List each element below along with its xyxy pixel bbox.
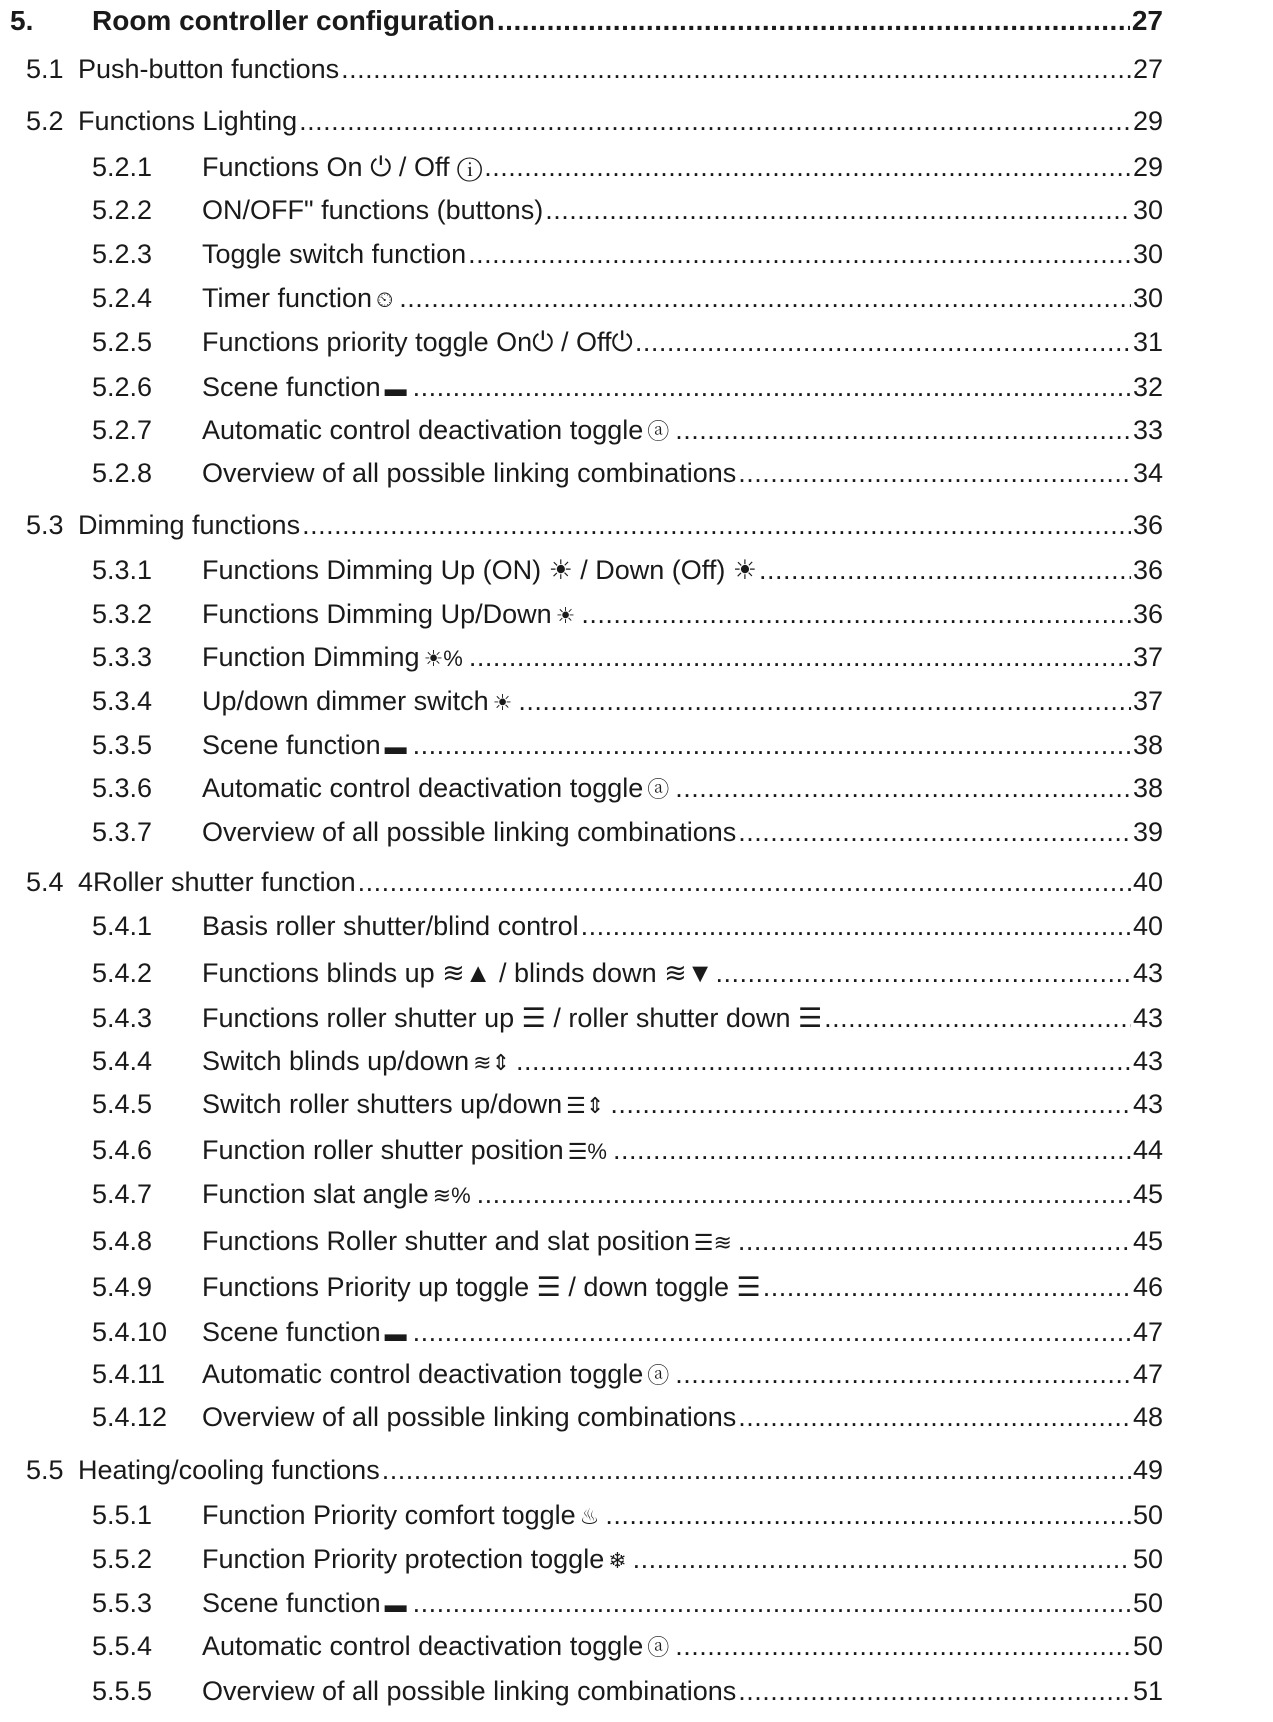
toc-entry[interactable] xyxy=(0,597,1163,633)
toc-entry-page-number: 49 xyxy=(1132,1455,1163,1485)
toc-entry-title xyxy=(78,1453,380,1487)
toc-entry[interactable] xyxy=(0,193,1163,227)
toc-entry-title-text: Scene function xyxy=(202,372,381,402)
toc-entry-number: 5.5.3 xyxy=(92,1588,153,1618)
toc-entry-title-text: Functions roller shutter up ☰ / roller shutter down ☰ xyxy=(202,1003,823,1033)
toc-entry-page-number: 47 xyxy=(1132,1359,1163,1389)
function-icon: ▬ xyxy=(384,1592,407,1617)
toc-entry[interactable] xyxy=(0,1270,1163,1304)
toc-entry-number: 5.3.4 xyxy=(92,686,153,716)
toc-entry-number: 5.4.3 xyxy=(92,1003,153,1033)
dot-leader xyxy=(413,728,1131,762)
toc-entry-title xyxy=(202,1498,603,1534)
toc-entry-number: 5.4.8 xyxy=(92,1226,153,1256)
toc-entry-number: 5.2.5 xyxy=(92,327,153,357)
toc-entry-number: 5.4.1 xyxy=(92,911,153,941)
toc-entry[interactable] xyxy=(0,1044,1163,1080)
toc-entry-page-number: 37 xyxy=(1132,686,1163,716)
toc-entry-title-text: Functions Lighting xyxy=(78,106,298,136)
toc-entry[interactable] xyxy=(0,771,1163,807)
toc-entry[interactable] xyxy=(0,728,1163,764)
toc-entry-title xyxy=(202,1629,673,1665)
dot-leader xyxy=(610,1087,1131,1121)
toc-entry-title-text: Function roller shutter position xyxy=(202,1135,564,1165)
toc-entry-title xyxy=(202,193,543,227)
toc-entry-page-number: 51 xyxy=(1132,1676,1163,1706)
toc-entry-number: 5.3.1 xyxy=(92,555,153,585)
toc-entry-page-number: 43 xyxy=(1132,958,1163,988)
toc-entry-page-number: 50 xyxy=(1132,1588,1163,1618)
toc-entry-title xyxy=(92,4,495,38)
toc-entry-title xyxy=(202,1133,611,1169)
toc-entry-title xyxy=(202,909,579,943)
toc-entry-title xyxy=(202,1542,631,1578)
toc-entry-title xyxy=(202,956,713,990)
toc-entry[interactable] xyxy=(0,684,1163,720)
toc-entry-title-text: Scene function xyxy=(202,1588,381,1618)
toc-entry-page-number: 50 xyxy=(1132,1500,1163,1530)
toc-entry-title xyxy=(202,325,633,359)
toc-entry[interactable] xyxy=(0,281,1163,317)
dot-leader xyxy=(675,771,1131,805)
toc-entry-page-number: 31 xyxy=(1132,327,1163,357)
toc-entry[interactable] xyxy=(0,150,1163,184)
toc-entry-title xyxy=(202,1177,475,1213)
dot-leader xyxy=(605,1498,1131,1532)
function-icon: ⓐ xyxy=(647,1635,670,1660)
toc-entry-page-number: 48 xyxy=(1132,1402,1163,1432)
toc-entry-title-text: Automatic control deactivation toggle xyxy=(202,773,644,803)
toc-entry[interactable] xyxy=(0,1400,1163,1434)
toc-entry-title xyxy=(202,553,757,587)
function-icon: ☀ xyxy=(555,603,576,628)
toc-entry-number: 5.5.2 xyxy=(92,1544,153,1574)
toc-entry-number: 5.5.1 xyxy=(92,1500,153,1530)
toc-entry-page-number: 43 xyxy=(1132,1003,1163,1033)
toc-entry-title-text: Room controller configuration xyxy=(92,5,495,36)
toc-entry-title xyxy=(202,150,482,184)
toc-entry-number: 5.3.2 xyxy=(92,599,153,629)
dot-leader xyxy=(738,1224,1131,1258)
toc-entry-number: 5.2.2 xyxy=(92,195,153,225)
toc-entry-page-number: 50 xyxy=(1132,1544,1163,1574)
toc-entry-number: 5.4 xyxy=(26,867,64,897)
toc-entry-title-text: Dimming functions xyxy=(78,510,301,540)
toc-entry-title-text: Automatic control deactivation toggle xyxy=(202,1359,644,1389)
toc-entry-number: 5.2.6 xyxy=(92,372,153,402)
toc-entry-title xyxy=(202,1357,673,1393)
toc-entry-page-number: 29 xyxy=(1132,106,1163,136)
toc-entry-page-number: 44 xyxy=(1132,1135,1163,1165)
toc-entry[interactable] xyxy=(0,1674,1163,1708)
toc-entry-title xyxy=(202,1674,736,1708)
toc-entry[interactable] xyxy=(0,237,1163,271)
toc-entry-number: 5.2.7 xyxy=(92,415,153,445)
toc-entry[interactable] xyxy=(0,52,1163,86)
toc-entry-page-number: 38 xyxy=(1132,730,1163,760)
function-icon: ⏲ xyxy=(376,287,394,312)
toc-entry-number: 5.3.7 xyxy=(92,817,153,847)
toc-entry[interactable] xyxy=(0,1315,1163,1351)
toc-entry-page-number: 43 xyxy=(1132,1089,1163,1119)
toc-entry-title-text: Function Priority comfort toggle xyxy=(202,1500,576,1530)
toc-entry-page-number: 40 xyxy=(1132,867,1163,897)
function-icon: ⓐ xyxy=(647,777,670,802)
toc-entry[interactable] xyxy=(0,553,1163,587)
toc-entry-title xyxy=(78,104,297,138)
toc-entry[interactable] xyxy=(0,1453,1163,1487)
toc-entry[interactable] xyxy=(0,1001,1163,1035)
toc-entry-page-number: 30 xyxy=(1132,195,1163,225)
dot-leader xyxy=(302,508,1131,542)
toc-entry-title-text: ON/OFF" functions (buttons) xyxy=(202,195,544,225)
toc-entry-number: 5.5.4 xyxy=(92,1631,153,1661)
function-icon: ⓐ xyxy=(647,1363,670,1388)
toc-entry-number: 5.2.1 xyxy=(92,152,153,182)
toc-entry-title xyxy=(202,413,673,449)
toc-entry[interactable] xyxy=(0,104,1163,138)
toc-entry[interactable] xyxy=(0,815,1163,849)
toc-entry[interactable] xyxy=(0,508,1163,542)
function-icon: ☀ xyxy=(492,690,513,715)
function-icon: ❄ xyxy=(608,1548,627,1573)
toc-entry[interactable] xyxy=(0,1586,1163,1622)
dot-leader xyxy=(497,4,1130,38)
toc-entry-title-text: Scene function xyxy=(202,730,381,760)
toc-entry-title-text: Switch blinds up/down xyxy=(202,1046,470,1076)
toc-entry[interactable] xyxy=(0,370,1163,406)
dot-leader xyxy=(675,1629,1131,1663)
dot-leader xyxy=(477,1177,1131,1211)
toc-entry-title-text: Overview of all possible linking combinations xyxy=(202,458,737,488)
toc-entry-title-text: Overview of all possible linking combinations xyxy=(202,817,737,847)
dot-leader xyxy=(633,1542,1131,1576)
toc-entry-title xyxy=(202,684,516,720)
toc-entry-title xyxy=(202,597,579,633)
dot-leader xyxy=(824,1001,1131,1035)
dot-leader xyxy=(715,956,1131,990)
toc-entry-number: 5.3 xyxy=(26,510,64,540)
dot-leader xyxy=(738,1674,1131,1708)
toc-entry-title-text: Functions Roller shutter and slat position xyxy=(202,1226,690,1256)
function-icon: ▬ xyxy=(384,1321,407,1346)
toc-entry-title xyxy=(202,1400,736,1434)
dot-leader xyxy=(675,413,1131,447)
toc-entry-page-number: 36 xyxy=(1132,555,1163,585)
toc-entry[interactable] xyxy=(0,325,1163,359)
toc-entry-title-text: Functions Dimming Up/Down xyxy=(202,599,552,629)
toc-entry[interactable] xyxy=(0,4,1163,38)
function-icon: ♨ xyxy=(579,1504,600,1529)
function-icon: ≋⇕ xyxy=(473,1050,511,1075)
toc-entry-title-text: Functions priority toggle On⏻ / Off⏻ xyxy=(202,327,633,357)
toc-entry[interactable] xyxy=(0,413,1163,449)
toc-entry-page-number: 45 xyxy=(1132,1179,1163,1209)
toc-entry-number: 5.4.10 xyxy=(92,1317,168,1347)
toc-entry-number: 5.3.5 xyxy=(92,730,153,760)
toc-entry-title-text: Function Priority protection toggle xyxy=(202,1544,605,1574)
toc-entry-number: 5.2.8 xyxy=(92,458,153,488)
toc-entry-number: 5. xyxy=(10,5,34,36)
toc-entry-title xyxy=(202,1044,514,1080)
toc-entry-title-text: Function Dimming xyxy=(202,642,420,672)
toc-entry[interactable] xyxy=(0,1629,1163,1665)
toc-entry-title-text: Push-button functions xyxy=(78,54,340,84)
toc-entry-title-text: Heating/cooling functions xyxy=(78,1455,380,1485)
function-icon: ☰⇕ xyxy=(566,1093,605,1118)
toc-entry-title-text: Basis roller shutter/blind control xyxy=(202,911,579,941)
toc-entry-number: 5.4.7 xyxy=(92,1179,153,1209)
dot-leader xyxy=(341,52,1131,86)
dot-leader xyxy=(413,1315,1131,1349)
toc-entry-page-number: 36 xyxy=(1132,599,1163,629)
dot-leader xyxy=(413,370,1131,404)
toc-entry-page-number: 40 xyxy=(1132,911,1163,941)
toc-entry-title xyxy=(78,52,339,86)
dot-leader xyxy=(581,597,1131,631)
toc-entry-number: 5.5.5 xyxy=(92,1676,153,1706)
toc-entry-title-text: Scene function xyxy=(202,1317,381,1347)
toc-entry-number: 5.4.2 xyxy=(92,958,153,988)
toc-entry-number: 5.4.6 xyxy=(92,1135,153,1165)
toc-entry-page-number: 30 xyxy=(1132,239,1163,269)
toc-entry-page-number: 43 xyxy=(1132,1046,1163,1076)
toc-entry-number: 5.2.3 xyxy=(92,239,153,269)
toc-entry-title xyxy=(78,865,356,899)
toc-entry-title xyxy=(202,1270,761,1304)
toc-entry[interactable] xyxy=(0,1133,1163,1169)
dot-leader xyxy=(518,684,1131,718)
dot-leader xyxy=(613,1133,1131,1167)
toc-entry-page-number: 45 xyxy=(1132,1226,1163,1256)
toc-entry-title xyxy=(202,370,411,406)
toc-entry-number: 5.1 xyxy=(26,54,64,84)
toc-entry-number: 5.4.9 xyxy=(92,1272,153,1302)
dot-leader xyxy=(413,1586,1131,1620)
function-icon: ≋% xyxy=(432,1183,471,1208)
toc-entry-page-number: 50 xyxy=(1132,1631,1163,1661)
toc-entry-title-text: Function slat angle xyxy=(202,1179,429,1209)
toc-entry-title-text: Overview of all possible linking combinations xyxy=(202,1676,737,1706)
toc-entry-title-text: Timer function xyxy=(202,283,373,313)
toc-entry[interactable] xyxy=(0,865,1163,899)
toc-entry-title xyxy=(202,456,736,490)
toc-entry-title-text: Automatic control deactivation toggle xyxy=(202,415,644,445)
toc-entry-page-number: 27 xyxy=(1131,5,1163,36)
toc-entry[interactable] xyxy=(0,1177,1163,1213)
dot-leader xyxy=(738,815,1131,849)
toc-entry-title xyxy=(202,1224,736,1260)
toc-entry-page-number: 38 xyxy=(1132,773,1163,803)
toc-entry-page-number: 47 xyxy=(1132,1317,1163,1347)
function-icon: ⓐ xyxy=(647,419,670,444)
toc-entry-number: 5.2 xyxy=(26,106,64,136)
toc-entry[interactable] xyxy=(0,1357,1163,1393)
function-icon: ☰% xyxy=(567,1139,607,1164)
dot-leader xyxy=(545,193,1131,227)
function-icon: ☰≋ xyxy=(693,1230,732,1255)
dot-leader xyxy=(738,1400,1131,1434)
toc-entry-page-number: 33 xyxy=(1132,415,1163,445)
toc-entry-title-text: Functions blinds up ≋▲ / blinds down ≋▼ xyxy=(202,958,714,988)
toc-entry[interactable] xyxy=(0,956,1163,990)
dot-leader xyxy=(516,1044,1131,1078)
toc-entry-number: 5.4.4 xyxy=(92,1046,153,1076)
toc-entry[interactable] xyxy=(0,1542,1163,1578)
toc-entry-title xyxy=(78,508,300,542)
function-icon: ▬ xyxy=(384,734,407,759)
toc-entry-title xyxy=(202,1001,822,1035)
toc-entry[interactable] xyxy=(0,456,1163,490)
dot-leader xyxy=(469,640,1131,674)
toc-entry[interactable] xyxy=(0,1087,1163,1123)
toc-entry-title-text: Up/down dimmer switch xyxy=(202,686,489,716)
toc-entry-page-number: 29 xyxy=(1132,152,1163,182)
toc-entry-title-text: 4Roller shutter function xyxy=(78,867,356,897)
toc-entry-number: 5.4.11 xyxy=(92,1359,166,1389)
toc-entry-page-number: 46 xyxy=(1132,1272,1163,1302)
toc-entry-number: 5.3.6 xyxy=(92,773,153,803)
dot-leader xyxy=(759,553,1131,587)
toc-entry-number: 5.4.12 xyxy=(92,1402,168,1432)
dot-leader xyxy=(358,865,1131,899)
dot-leader xyxy=(468,237,1131,271)
toc-entry-title-text: Functions Priority up toggle ☰ / down toggle ☰ xyxy=(202,1272,761,1302)
toc-entry-title-text: Automatic control deactivation toggle xyxy=(202,1631,644,1661)
toc-entry-page-number: 39 xyxy=(1132,817,1163,847)
toc-entry-page-number: 36 xyxy=(1132,510,1163,540)
toc-entry-title xyxy=(202,815,736,849)
toc-entry-title xyxy=(202,771,673,807)
toc-entry-title xyxy=(202,1315,411,1351)
dot-leader xyxy=(399,281,1131,315)
toc-entry-number: 5.5 xyxy=(26,1455,64,1485)
dot-leader xyxy=(675,1357,1131,1391)
function-icon: ☀% xyxy=(423,646,463,671)
toc-entry-page-number: 34 xyxy=(1132,458,1163,488)
toc-entry-title-text: Functions On ⏻ / Off ⓘ xyxy=(202,152,483,182)
dot-leader xyxy=(763,1270,1131,1304)
toc-entry-page-number: 32 xyxy=(1132,372,1163,402)
toc-entry-title xyxy=(202,1586,411,1622)
toc-entry-page-number: 30 xyxy=(1132,283,1163,313)
toc-entry[interactable] xyxy=(0,909,1163,943)
toc-entry-page-number: 37 xyxy=(1132,642,1163,672)
toc-entry[interactable] xyxy=(0,1224,1163,1260)
toc-entry-title xyxy=(202,281,397,317)
toc-entry-page-number: 27 xyxy=(1132,54,1163,84)
dot-leader xyxy=(484,150,1131,184)
toc-entry[interactable] xyxy=(0,640,1163,676)
toc-entry-number: 5.3.3 xyxy=(92,642,153,672)
dot-leader xyxy=(635,325,1131,359)
toc-entry-number: 5.2.4 xyxy=(92,283,153,313)
toc-entry-title-text: Overview of all possible linking combinations xyxy=(202,1402,737,1432)
toc-entry-title-text: Switch roller shutters up/down xyxy=(202,1089,563,1119)
toc-entry-title xyxy=(202,728,411,764)
toc-entry-number: 5.4.5 xyxy=(92,1089,153,1119)
toc-entry-title xyxy=(202,640,467,676)
function-icon: ▬ xyxy=(384,376,407,401)
toc-entry-title-text: Toggle switch function xyxy=(202,239,467,269)
dot-leader xyxy=(581,909,1131,943)
toc-entry-title xyxy=(202,237,466,271)
toc-entry-title-text: Functions Dimming Up (ON) ☀ / Down (Off) ☀ xyxy=(202,555,758,585)
toc-entry[interactable] xyxy=(0,1498,1163,1534)
dot-leader xyxy=(299,104,1131,138)
toc-entry-title xyxy=(202,1087,608,1123)
dot-leader xyxy=(738,456,1131,490)
dot-leader xyxy=(382,1453,1131,1487)
